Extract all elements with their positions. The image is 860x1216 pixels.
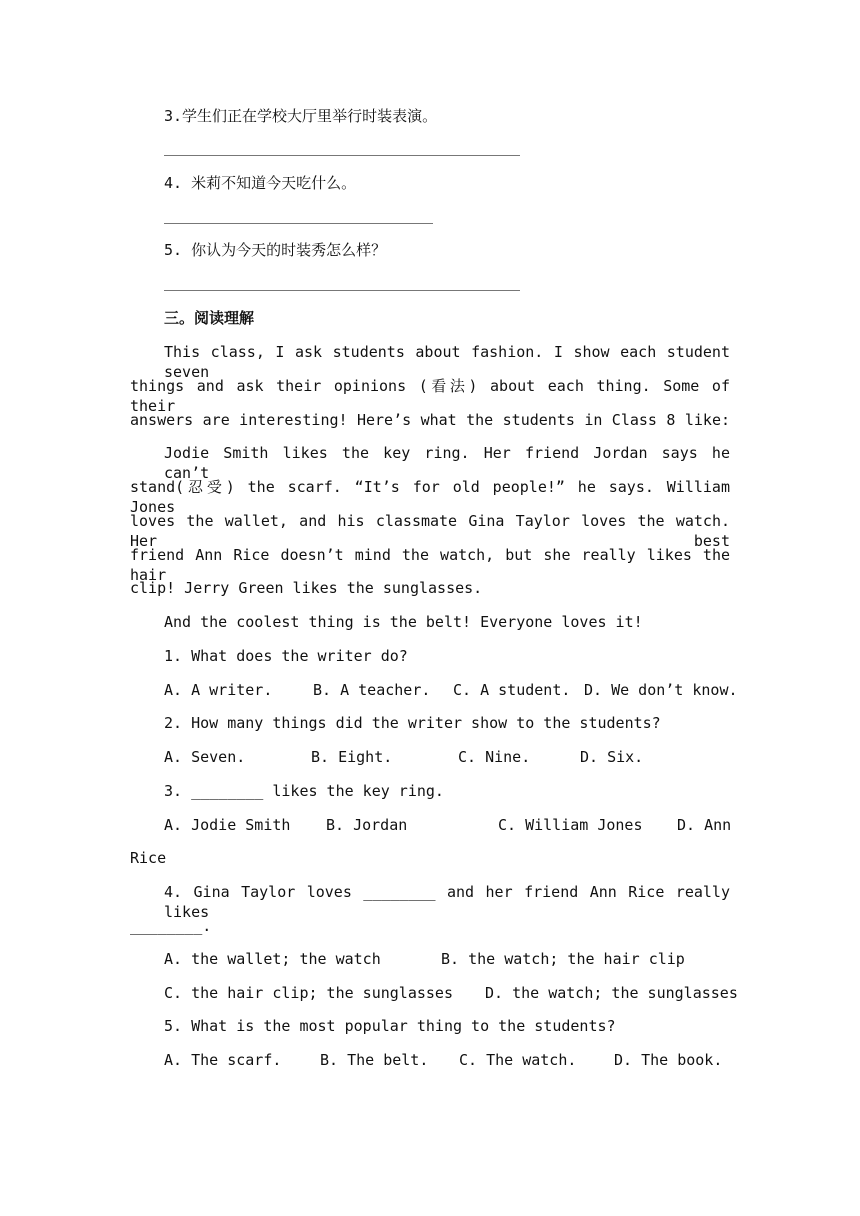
answer-line-5	[164, 290, 520, 291]
question-3-option-d-wrap: Rice	[130, 849, 167, 867]
question-1-option-c: C. A student.	[453, 681, 571, 699]
question-4-option-b: B. the watch; the hair clip	[441, 950, 685, 968]
question-stem-3: 3. ________ likes the key ring.	[164, 782, 444, 800]
question-5-option-b: B. The belt.	[320, 1051, 429, 1069]
passage-line: answers are interesting! Here’s what the students in Class 8 like:	[130, 411, 730, 429]
question-stem-2: 2. How many things did the writer show to the students?	[164, 714, 661, 732]
passage-line: clip! Jerry Green likes the sunglasses.	[130, 579, 483, 597]
question-1-option-a: A. A writer.	[164, 681, 273, 699]
question-stem-4-wrap: ________.	[130, 917, 212, 935]
question-2-option-a: A. Seven.	[164, 748, 246, 766]
question-4-option-c: C. the hair clip; the sunglasses	[164, 984, 453, 1002]
passage-line: friend Ann Rice doesn’t mind the watch, but she really likes the hair	[130, 546, 730, 584]
question-4-option-d: D. the watch; the sunglasses	[485, 984, 738, 1002]
translation-item-3: 3.学生们正在学校大厅里举行时装表演。	[164, 107, 438, 125]
answer-line-4	[164, 223, 433, 224]
question-5-option-c: C. The watch.	[459, 1051, 577, 1069]
question-2-option-d: D. Six.	[580, 748, 644, 766]
question-2-option-c: C. Nine.	[458, 748, 531, 766]
passage-line: stand(忍受) the scarf. “It’s for old people!” he says. William Jones	[130, 478, 730, 516]
question-stem-4: 4. Gina Taylor loves ________ and her friend Ann Rice really likes	[164, 883, 730, 921]
section-heading: 三。阅读理解	[164, 309, 255, 327]
question-stem-5: 5. What is the most popular thing to the students?	[164, 1017, 616, 1035]
question-2-option-b: B. Eight.	[311, 748, 393, 766]
translation-item-4: 4. 米莉不知道今天吃什么。	[164, 174, 357, 192]
passage-line: And the coolest thing is the belt! Everyone loves it!	[164, 613, 643, 631]
passage-line: things and ask their opinions (看法) about each thing. Some of their	[130, 377, 730, 415]
question-1-option-b: B. A teacher.	[313, 681, 431, 699]
passage-line: Jodie Smith likes the key ring. Her friend Jordan says he can’t	[164, 444, 730, 482]
question-5-option-d: D. The book.	[614, 1051, 723, 1069]
question-3-option-c: C. William Jones	[498, 816, 643, 834]
question-4-option-a: A. the wallet; the watch	[164, 950, 381, 968]
passage-line: This class, I ask students about fashion. I show each student seven	[164, 343, 730, 381]
passage-line: loves the wallet, and his classmate Gina Taylor loves the watch. Her best	[130, 512, 730, 550]
question-stem-1: 1. What does the writer do?	[164, 647, 408, 665]
answer-line-3	[164, 155, 520, 156]
question-3-option-a: A. Jodie Smith	[164, 816, 291, 834]
question-5-option-a: A. The scarf.	[164, 1051, 282, 1069]
question-3-option-b: B. Jordan	[326, 816, 408, 834]
question-3-option-d: D. Ann	[677, 816, 732, 834]
question-1-option-d: D. We don’t know.	[584, 681, 738, 699]
translation-item-5: 5. 你认为今天的时装秀怎么样？	[164, 241, 387, 259]
